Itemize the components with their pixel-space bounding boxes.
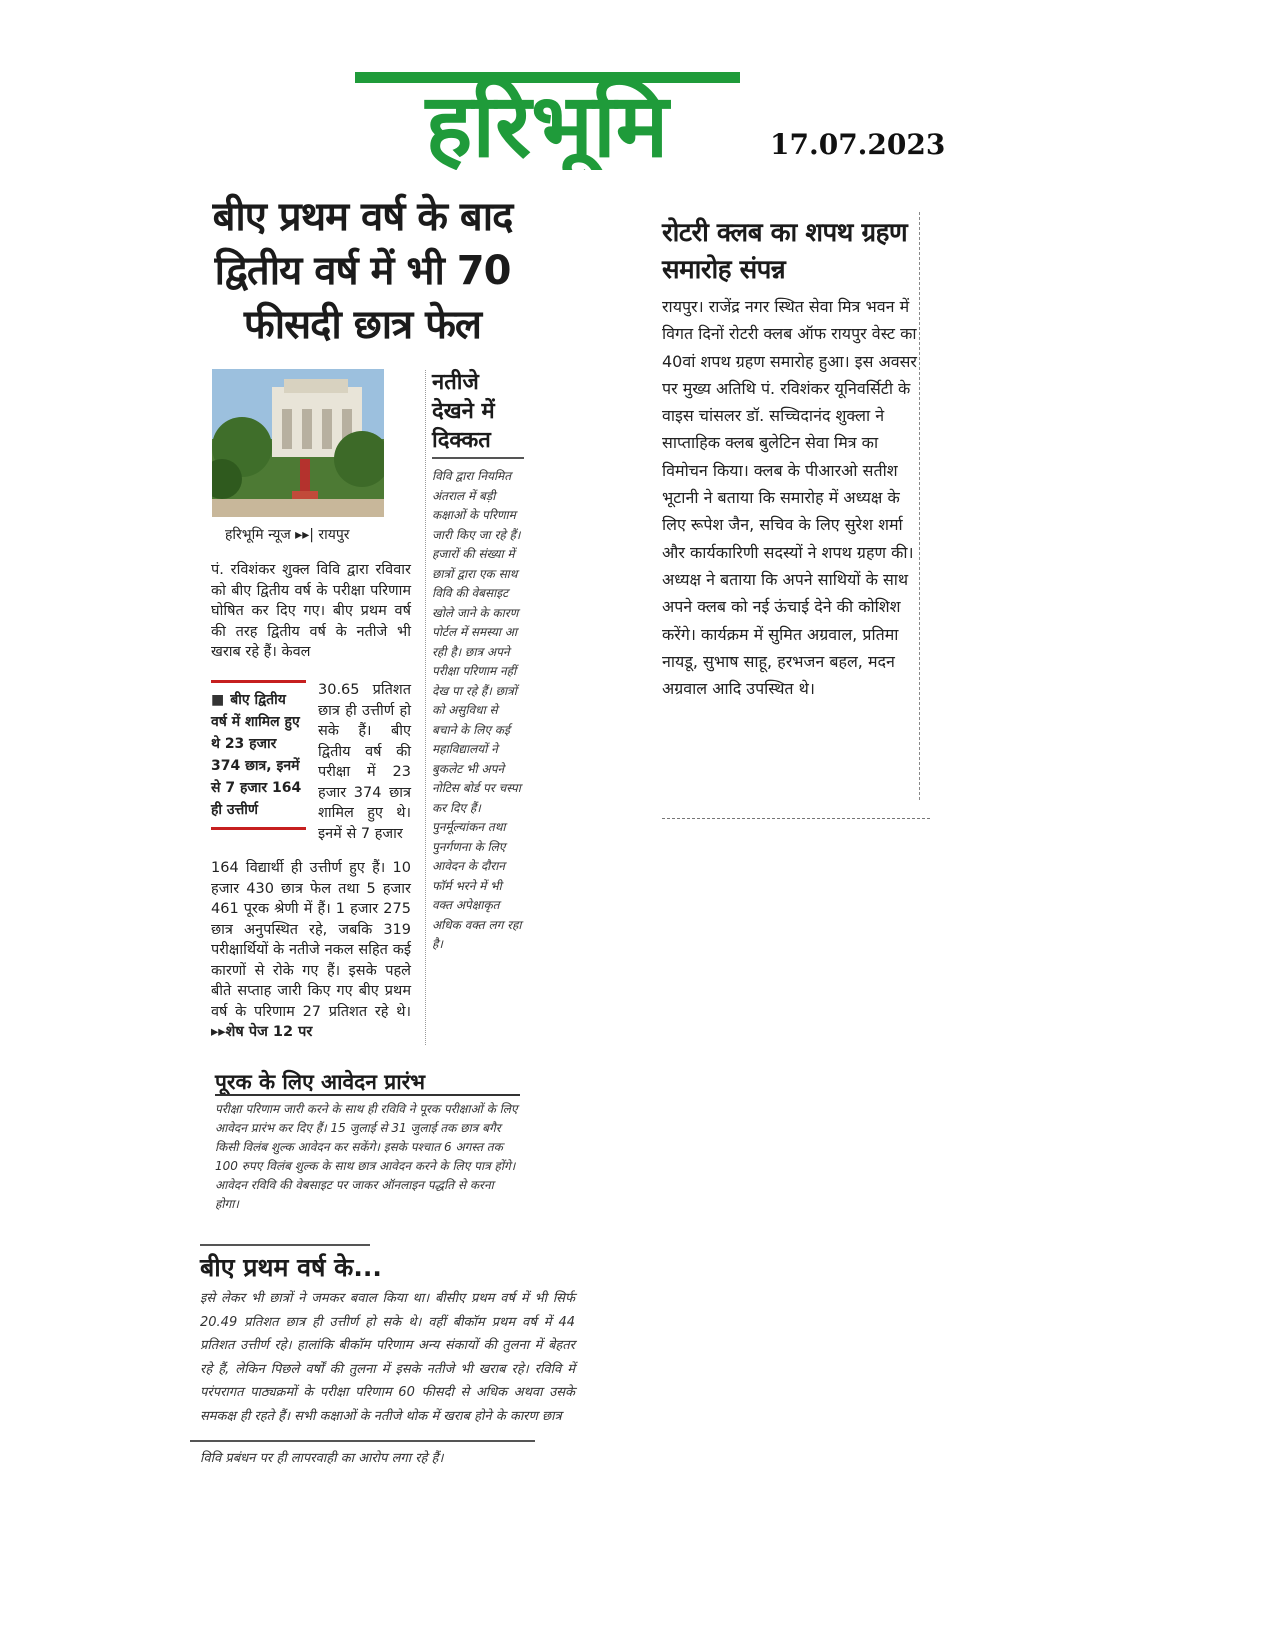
supplementary-headline: पूरक के लिए आवेदन प्रारंभ — [215, 1070, 425, 1094]
supplementary-rule — [215, 1094, 520, 1096]
article-intro: पं. रविशंकर शुक्ल विवि द्वारा रविवार को बीए द्वितीय वर्ष के परीक्षा परिणाम घोषित कर दिए गए। बीए प्रथम वर्ष की तरह द्वितीय वर्ष के नतीजे भी खराब रहे हैं। केवल — [211, 562, 411, 660]
rotary-divider-horizontal — [662, 818, 930, 819]
logo-text: हरिभूमि — [425, 74, 669, 170]
rotary-headline: रोटरी क्लब का शपथ ग्रहण समारोह संपन्न — [662, 218, 908, 285]
university-building-photo — [212, 369, 384, 517]
main-headline: बीए प्रथम वर्ष के बाद द्वितीय वर्ष में भी 70 फीसदी छात्र फेल — [212, 194, 513, 348]
newspaper-logo — [355, 58, 740, 170]
sidebar-body: विवि द्वारा नियमित अंतराल में बड़ी कक्षाओं के परिणाम जारी किए जा रहे हैं। हजारों की संख्या में छात्रों द्वारा एक साथ विवि की वेबसाइट खोले जाने के कारण पोर्टल में समस्या आ रही है। छात्र अपने परीक्षा परिणाम नहीं देख पा रहे हैं। छात्रों को असुविधा से बचाने के लिए कई महाविद्यालयों ने बुकलेट भी अपने नोटिस बोर्ड पर चस्पा कर दिए हैं। पुनर्मूल्यांकन तथा पुनर्गणना के लिए आवेदन के दौरान फॉर्म भरने में भी वक्त अपेक्षाकृत अधिक वक्त लग रहा है। — [432, 469, 522, 951]
rotary-article — [662, 215, 927, 702]
byline: हरिभूमि न्यूज ▸▸| रायपुर — [225, 527, 350, 543]
sidebar-rule — [432, 457, 524, 459]
continued-headline: बीए प्रथम वर्ष के... — [200, 1253, 382, 1282]
column-divider — [425, 370, 426, 1045]
highlight-text: बीए द्वितीय वर्ष में शामिल हुए थे 23 हजार 374 छात्र, इनमें से 7 हजार 164 ही उत्तीर्ण — [211, 692, 302, 818]
sidebar-headline: नतीजे देखने में दिक्कत — [432, 370, 495, 453]
logo-graphic — [355, 58, 740, 170]
article-continuation — [211, 858, 411, 1043]
continued-body: इसे लेकर भी छात्रों ने जमकर बवाल किया था। बीसीए प्रथम वर्ष में भी सिर्फ 20.49 प्रतिशत छात्र ही उत्तीर्ण हो सके थे। वहीं बीकॉम प्रथम वर्ष में 44 प्रतिशत उत्तीर्ण रहे। हालांकि बीकॉम परिणाम अन्य संकायों की तुलना में बेहतर रहे हैं, लेकिन पिछले वर्षों की तुलना में इसके नतीजे भी खराब रहे। रविवि में परंपरागत पाठ्यक्रमों के परीक्षा परिणाम 60 फीसदी से अधिक अथवा उसके समकक्ष ही रहते हैं। सभी कक्षाओं के नतीजे थोक में खराब होने के कारण छात्र — [200, 1291, 575, 1424]
publication-date: 17.07.2023 — [770, 128, 946, 161]
bullet-icon: ■ — [211, 692, 225, 708]
rotary-divider-vertical — [919, 212, 920, 800]
article-continuation-text: 164 विद्यार्थी ही उत्तीर्ण हुए हैं। 10 हजार 430 छात्र फेल तथा 5 हजार 461 पूरक श्रेणी में हैं। 1 हजार 275 छात्र अनुपस्थित रहे, जबकि 319 परीक्षार्थियों के नतीजे नकल सहित कई कारणों से रोके गए हैं। इसके पहले बीते सप्ताह जारी किए गए बीए प्रथम वर्ष के परिणाम 27 प्रतिशत रहे थे। — [211, 860, 411, 1020]
continued-last-line: विवि प्रबंधन पर ही लापरवाही का आरोप लगा रहे हैं। — [200, 1451, 444, 1466]
continued-rule-bottom — [190, 1440, 535, 1442]
continued-reference: ▸▸शेष पेज 12 पर — [211, 1024, 313, 1040]
highlight-box — [211, 680, 306, 830]
continued-rule-top — [200, 1244, 370, 1246]
rotary-body: रायपुर। राजेंद्र नगर स्थित सेवा मित्र भवन में विगत दिनों रोटरी क्लब ऑफ रायपुर वेस्ट का 40वां शपथ ग्रहण समारोह हुआ। इस अवसर पर मुख्य अतिथि पं. रविशंकर यूनिवर्सिटी के वाइस चांसलर डॉ. सच्चिदानंद शुक्ला ने साप्ताहिक क्लब बुलेटिन सेवा मित्र का विमोचन किया। क्लब के पीआरओ सतीश भूटानी ने बताया कि समारोह में अध्यक्ष के लिए रूपेश जैन, सचिव के लिए सुरेश शर्मा और कार्यकारिणी सदस्यों ने शपथ ग्रहण की। अध्यक्ष ने बताया कि अपने साथियों के साथ अपने क्लब को नई ऊंचाई देने की कोशिश करेंगे। कार्यक्रम में सुमित अग्रवाल, प्रतिमा नायडू, सुभाष साहू, हरभजन बहल, मदन अग्रवाल आदि उपस्थित थे। — [662, 297, 917, 699]
sidebar-box — [432, 368, 524, 955]
supplementary-body: परीक्षा परिणाम जारी करने के साथ ही रविवि ने पूरक परीक्षाओं के लिए आवेदन प्रारंभ कर दिए हैं। 15 जुलाई से 31 जुलाई तक छात्र बगैर किसी विलंब शुल्क आवेदन कर सकेंगे। इसके पश्चात 6 अगस्त तक 100 रुपए विलंब शुल्क के साथ छात्र आवेदन करने के लिए पात्र होंगे। आवेदन रविवि की वेबसाइट पर जाकर ऑनलाइन पद्धति से करना होगा। — [215, 1102, 518, 1211]
article-middle-column: 30.65 प्रतिशत छात्र ही उत्तीर्ण हो सके हैं। बीए द्वितीय वर्ष की परीक्षा में 23 हजार 374 छात्र शामिल हुए थे। इनमें से 7 हजार — [318, 682, 411, 842]
